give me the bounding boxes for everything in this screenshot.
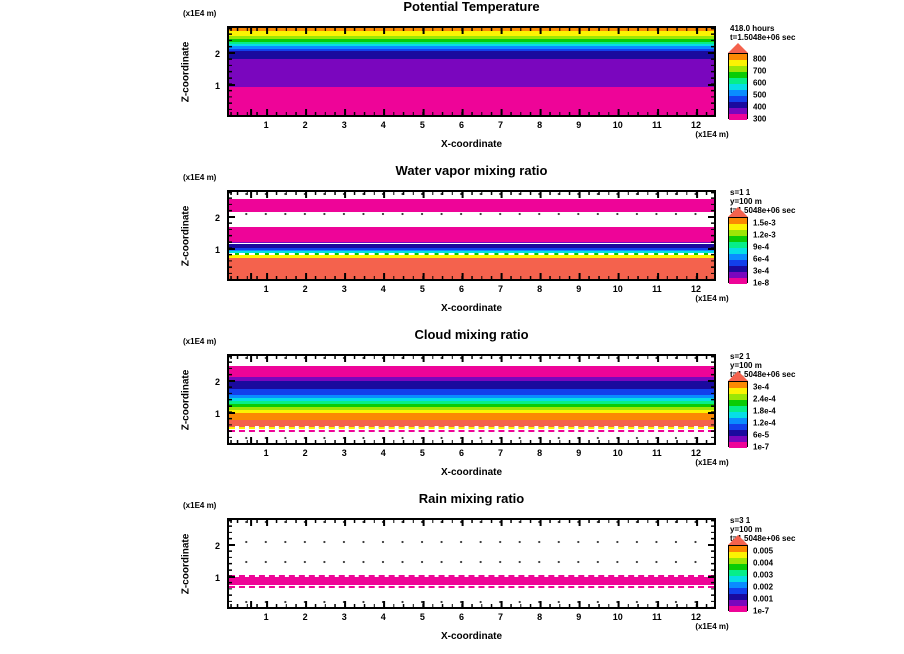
x-tick-label-2: 2 [302,284,308,294]
y-axis-unit-label: (x1E4 m) [183,173,217,182]
x-tick-label-3: 3 [341,448,347,458]
colorbar-label: 1e-7 [753,442,770,452]
x-tick-label-3: 3 [341,284,347,294]
x-major-ticks [229,601,714,607]
x-tick-label-4: 4 [380,448,386,458]
x-tick-label-8: 8 [537,284,543,294]
annotation-line: s=1 1 [730,188,751,197]
colorbar-potential-temperature [728,53,748,119]
colorbar-label: 0.005 [753,546,774,556]
y-major-tick [708,380,714,382]
colorbar-rain-mixing-ratio [728,545,748,611]
x-tick-label-12: 12 [690,612,701,622]
x-tick-label-1: 1 [263,612,269,622]
contour-band-purple [229,59,714,86]
x-axis-label: X-coordinate [440,303,503,314]
x-tick-label-3: 3 [341,612,347,622]
dashed-contour-line-magenta [229,575,714,577]
annotation-line: t=1.5048e+06 sec [730,534,796,543]
colorbar-water-vapor-mixing-ratio [728,217,748,283]
y-major-tick [229,576,235,578]
x-axis-unit-label: (x1E4 m) [695,622,729,631]
x-axis-label: X-coordinate [440,631,503,642]
colorbar-over-range-triangle [728,371,748,381]
plot-area-cloud-mixing-ratio [227,354,716,445]
contour-band-magenta [229,577,714,585]
y-tick-label-1: 1 [214,572,220,583]
y-minor-ticks [229,28,232,115]
y-axis-label: Z-coordinate [180,205,192,266]
y-axis-label: Z-coordinate [180,369,192,430]
y-major-tick [708,576,714,578]
y-tick-label-1: 1 [214,244,220,255]
colorbar-label: 800 [753,54,767,64]
annotation-line: y=100 m [730,197,762,206]
colorbar-label: 3e-4 [753,382,770,392]
colorbar-label: 0.001 [753,594,774,604]
colorbar-segment-magenta [729,606,747,612]
colorbar-label: 600 [753,78,767,88]
y-axis-unit-label: (x1E4 m) [183,9,217,18]
x-tick-label-4: 4 [380,612,386,622]
colorbar-label: 1.8e-4 [753,406,776,416]
x-tick-label-6: 6 [458,612,464,622]
x-tick-label-10: 10 [612,612,623,622]
y-major-tick [708,52,714,54]
x-major-ticks [229,273,714,279]
colorbar-label: 1.2e-4 [753,418,776,428]
x-axis-unit-label: (x1E4 m) [695,130,729,139]
plot-area-water-vapor-mixing-ratio [227,190,716,281]
x-tick-label-7: 7 [498,284,504,294]
y-axis-label: Z-coordinate [180,533,192,594]
annotation-line: t=1.5048e+06 sec [730,206,796,215]
colorbar-over-range-triangle [728,207,748,217]
annotation-line: y=100 m [730,361,762,370]
x-tick-label-6: 6 [458,284,464,294]
colorbar-label: 6e-5 [753,430,770,440]
colorbar-label: 1.2e-3 [753,230,776,240]
x-tick-label-10: 10 [612,448,623,458]
colorbar-label: 400 [753,102,767,112]
panel-title-potential-temperature: Potential Temperature [403,0,540,14]
x-tick-label-5: 5 [419,120,425,130]
x-tick-label-1: 1 [263,120,269,130]
colorbar-over-range-triangle [728,43,748,53]
x-tick-label-4: 4 [380,120,386,130]
colorbar-label: 0.004 [753,558,774,568]
contour-band-orange [229,413,714,420]
x-tick-label-9: 9 [576,612,582,622]
y-minor-ticks [711,356,714,443]
x-major-ticks [229,356,714,362]
colorbar-label: 6e-4 [753,254,770,264]
y-major-tick [708,544,714,546]
x-tick-label-10: 10 [612,284,623,294]
colorbar-segment-magenta [729,114,747,120]
y-tick-label-1: 1 [214,408,220,419]
y-tick-label-2: 2 [214,541,220,552]
x-tick-label-8: 8 [537,120,543,130]
panel-title-water-vapor-mixing-ratio: Water vapor mixing ratio [395,163,548,178]
y-major-tick [229,412,235,414]
x-tick-label-4: 4 [380,284,386,294]
colorbar-over-range-triangle [728,535,748,545]
colorbar-segment-magenta [729,442,747,448]
y-minor-ticks [711,192,714,279]
x-tick-label-5: 5 [419,284,425,294]
x-tick-label-11: 11 [652,612,662,622]
y-tick-label-2: 2 [214,377,220,388]
x-major-ticks [229,437,714,443]
annotation-line: t=1.5048e+06 sec [730,33,796,42]
x-tick-label-9: 9 [576,284,582,294]
annotation-line: 418.0 hours [730,24,775,33]
y-minor-ticks [711,520,714,607]
x-tick-label-9: 9 [576,120,582,130]
x-tick-label-7: 7 [498,448,504,458]
y-major-tick [708,216,714,218]
x-tick-label-1: 1 [263,284,269,294]
x-axis-label: X-coordinate [440,467,503,478]
y-major-tick [708,248,714,250]
y-major-tick [229,216,235,218]
plot-area-potential-temperature [227,26,716,117]
x-tick-label-9: 9 [576,448,582,458]
colorbar-label: 500 [753,90,767,100]
x-major-ticks [229,192,714,198]
y-minor-ticks [229,192,232,279]
x-tick-label-6: 6 [458,448,464,458]
colorbar-label: 700 [753,66,767,76]
y-axis-unit-label: (x1E4 m) [183,337,217,346]
y-major-tick [229,380,235,382]
colorbar-label: 1e-7 [753,606,770,616]
x-tick-label-2: 2 [302,448,308,458]
x-tick-label-10: 10 [612,120,623,130]
y-major-tick [229,544,235,546]
y-axis-unit-label: (x1E4 m) [183,501,217,510]
x-tick-label-2: 2 [302,120,308,130]
x-major-ticks [229,520,714,526]
y-major-tick [229,84,235,86]
x-tick-label-6: 6 [458,120,464,130]
x-tick-label-7: 7 [498,612,504,622]
colorbar-label: 300 [753,114,767,124]
x-major-ticks [229,28,714,34]
annotation-line: s=3 1 [730,516,751,525]
panel-title-rain-mixing-ratio: Rain mixing ratio [418,491,525,506]
panel-title-cloud-mixing-ratio: Cloud mixing ratio [414,327,529,342]
y-tick-label-1: 1 [214,80,220,91]
y-major-tick [708,84,714,86]
x-tick-label-3: 3 [341,120,347,130]
contour-band-magenta [229,227,714,242]
y-major-tick [229,248,235,250]
dashed-contour-line-magenta [229,586,714,588]
y-minor-ticks [229,356,232,443]
x-major-ticks [229,109,714,115]
x-axis-unit-label: (x1E4 m) [695,294,729,303]
y-minor-ticks [711,28,714,115]
colorbar-label: 0.002 [753,582,774,592]
contour-band-navy [229,51,714,59]
y-tick-label-2: 2 [214,49,220,60]
x-tick-label-11: 11 [652,448,662,458]
colorbar-label: 9e-4 [753,242,770,252]
contour-band-magenta [229,366,714,377]
y-major-tick [229,52,235,54]
x-axis-label: X-coordinate [440,139,503,150]
contour-band-magenta [229,199,714,212]
plot-area-rain-mixing-ratio [227,518,716,609]
x-tick-label-8: 8 [537,612,543,622]
x-tick-label-11: 11 [652,120,662,130]
y-major-tick [708,412,714,414]
colorbar-label: 1e-8 [753,278,770,288]
colorbar-label: 2.4e-4 [753,394,776,404]
colorbar-label: 0.003 [753,570,774,580]
x-tick-label-11: 11 [652,284,662,294]
y-axis-label: Z-coordinate [180,41,192,102]
colorbar-label: 1.5e-3 [753,218,776,228]
dashed-contour-line-white [229,253,714,255]
annotation-line: y=100 m [730,525,762,534]
x-tick-label-2: 2 [302,612,308,622]
colorbar-segment-magenta [729,278,747,284]
x-tick-label-5: 5 [419,448,425,458]
x-axis-unit-label: (x1E4 m) [695,458,729,467]
x-tick-label-12: 12 [690,284,701,294]
y-tick-label-2: 2 [214,213,220,224]
x-tick-label-1: 1 [263,448,269,458]
annotation-line: t=1.5048e+06 sec [730,370,796,379]
contour-band-navy [229,381,714,389]
x-tick-label-5: 5 [419,612,425,622]
dashed-contour-line-magenta [229,430,714,432]
annotation-line: s=2 1 [730,352,751,361]
x-tick-label-8: 8 [537,448,543,458]
x-tick-label-7: 7 [498,120,504,130]
x-tick-label-12: 12 [690,448,701,458]
x-tick-label-12: 12 [690,120,701,130]
colorbar-label: 3e-4 [753,266,770,276]
colorbar-cloud-mixing-ratio [728,381,748,447]
y-minor-ticks [229,520,232,607]
